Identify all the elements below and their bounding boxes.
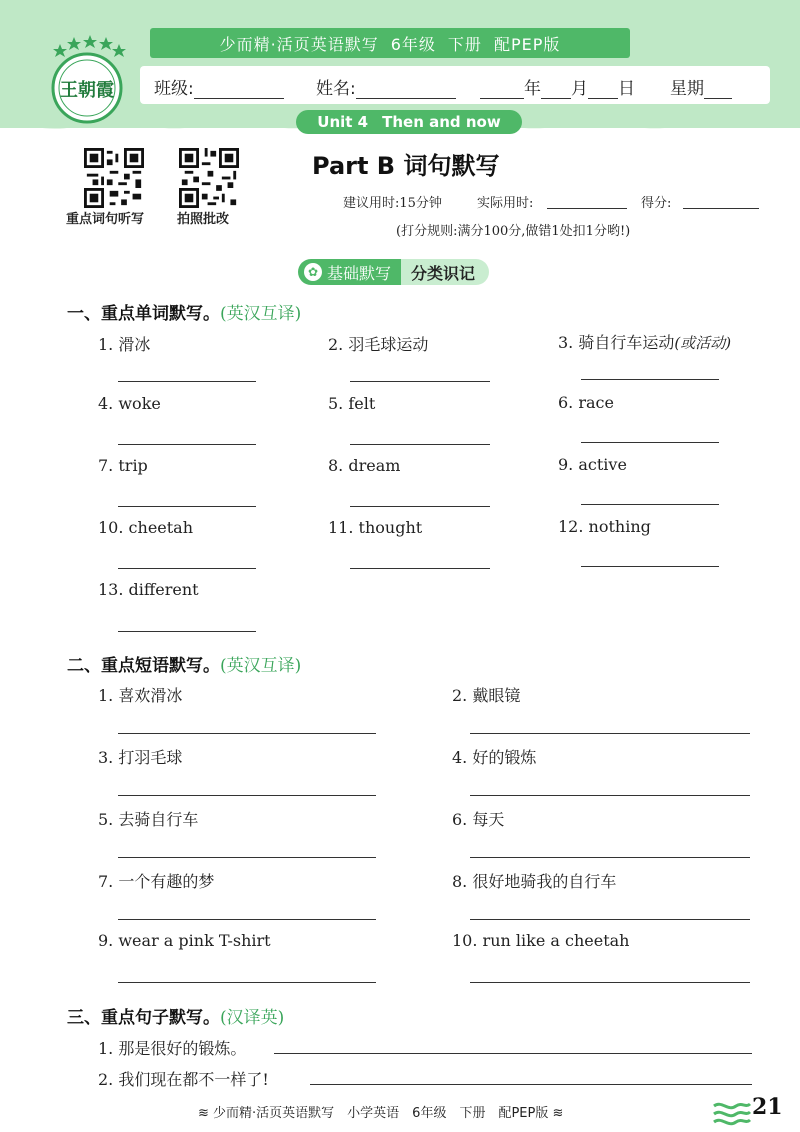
actual-time-label: 实际用时: <box>477 196 534 211</box>
list-item <box>452 683 520 706</box>
list-item <box>98 807 198 830</box>
item-text: 骑自行车运动 <box>578 333 675 352</box>
section3-title: 三、重点句子默写。 <box>67 1008 220 1028</box>
badge-left-label: 基础默写 <box>327 263 392 283</box>
item-number: 10. <box>98 518 124 537</box>
class-blank[interactable] <box>194 81 284 99</box>
item-number: 4. <box>98 394 114 413</box>
item-note: (或活动) <box>674 334 732 352</box>
class-field <box>154 74 284 99</box>
list-item <box>98 869 214 892</box>
item-text: 喜欢滑冰 <box>118 686 183 705</box>
item-text: woke <box>118 394 161 413</box>
day-blank[interactable] <box>588 81 618 99</box>
year-blank[interactable] <box>480 81 524 99</box>
badge-basic <box>298 259 401 285</box>
item-number: 2. <box>452 686 468 705</box>
item-number: 9. <box>558 455 574 474</box>
section-badge <box>298 259 489 285</box>
day-label: 日 <box>618 79 635 99</box>
list-item <box>98 683 182 706</box>
answer-line[interactable] <box>118 857 376 858</box>
item-text: thought <box>358 518 423 537</box>
list-item <box>452 745 536 768</box>
item-number: 1. <box>98 1039 114 1058</box>
item-number: 3. <box>558 333 574 352</box>
answer-line[interactable] <box>470 857 750 858</box>
answer-line[interactable] <box>118 444 256 445</box>
item-number: 1. <box>98 335 114 354</box>
answer-line[interactable] <box>274 1053 752 1054</box>
footer-text: 少而精·活页英语默写 小学英语 6年级 下册 配PEP版 <box>213 1106 549 1121</box>
medal-icon: ✿ <box>304 263 322 281</box>
answer-line[interactable] <box>470 982 750 983</box>
answer-line[interactable] <box>470 733 750 734</box>
list-item <box>98 931 271 950</box>
name-field <box>316 74 456 99</box>
volume-label: 下册 <box>447 34 482 54</box>
item-number: 13. <box>98 580 124 599</box>
list-item <box>452 807 504 830</box>
month-blank[interactable] <box>541 81 571 99</box>
series-name: 少而精·活页英语默写 <box>219 34 379 54</box>
item-text: nothing <box>588 517 651 536</box>
section-title-words <box>67 299 301 324</box>
item-number: 5. <box>328 394 344 413</box>
unit-pill <box>296 110 522 134</box>
item-number: 10. <box>452 931 478 950</box>
item-text: dream <box>348 456 401 475</box>
item-number: 11. <box>328 518 354 537</box>
series-title-bar <box>150 28 630 58</box>
weekday-field <box>670 74 732 99</box>
list-item <box>98 745 182 768</box>
date-field <box>480 74 635 99</box>
answer-line[interactable] <box>118 506 256 507</box>
weekday-blank[interactable] <box>704 81 732 99</box>
list-item <box>558 393 614 412</box>
edition-label: 配PEP版 <box>493 34 561 54</box>
item-text: wear a pink T-shirt <box>118 931 271 950</box>
page-number: 21 <box>752 1094 783 1120</box>
item-number: 1. <box>98 686 114 705</box>
item-text: 那是很好的锻炼。 <box>118 1039 247 1058</box>
item-text: 我们现在都不一样了! <box>118 1070 269 1089</box>
list-item <box>328 518 422 537</box>
item-text: 每天 <box>472 810 505 829</box>
answer-line[interactable] <box>118 381 256 382</box>
answer-line[interactable] <box>118 631 256 632</box>
answer-line[interactable] <box>118 795 376 796</box>
item-text: 羽毛球运动 <box>348 335 429 354</box>
answer-line[interactable] <box>310 1084 752 1085</box>
answer-line[interactable] <box>470 919 750 920</box>
answer-line[interactable] <box>350 568 490 569</box>
item-text: race <box>578 393 614 412</box>
page-title: Part B 词句默写 <box>312 152 500 180</box>
list-item <box>558 517 651 536</box>
list-item <box>558 455 627 474</box>
suggested-time: 建议用时:15分钟 <box>343 196 442 211</box>
item-number: 7. <box>98 872 114 891</box>
item-text: 打羽毛球 <box>118 748 183 767</box>
footer <box>198 1102 563 1121</box>
publisher-logo <box>46 34 128 124</box>
name-blank[interactable] <box>356 81 456 99</box>
item-number: 3. <box>98 748 114 767</box>
year-label: 年 <box>524 79 541 99</box>
answer-line[interactable] <box>350 444 490 445</box>
item-text: 去骑自行车 <box>118 810 199 829</box>
answer-line[interactable] <box>581 566 719 567</box>
class-label: 班级: <box>154 79 194 99</box>
score-label: 得分: <box>641 196 672 211</box>
list-item <box>328 456 400 475</box>
name-label: 姓名: <box>316 79 356 99</box>
wave-icon: ≋ <box>552 1106 564 1121</box>
answer-line[interactable] <box>118 733 376 734</box>
item-number: 5. <box>98 810 114 829</box>
list-item <box>98 456 148 475</box>
list-item <box>328 332 428 355</box>
list-item <box>452 869 616 892</box>
answer-line[interactable] <box>470 795 750 796</box>
answer-line[interactable] <box>581 504 719 505</box>
item-text: cheetah <box>128 518 194 537</box>
item-number: 6. <box>558 393 574 412</box>
item-number: 8. <box>452 872 468 891</box>
student-info-row <box>140 66 770 104</box>
weekday-label: 星期 <box>670 79 704 99</box>
list-item <box>558 330 731 353</box>
item-text: 好的锻炼 <box>472 748 537 767</box>
item-number: 7. <box>98 456 114 475</box>
grade-label: 6年级 <box>390 34 436 54</box>
item-number: 8. <box>328 456 344 475</box>
item-text: 戴眼镜 <box>472 686 521 705</box>
item-number: 6. <box>452 810 468 829</box>
wave-decoration-icon <box>712 1098 752 1128</box>
section2-hint: (英汉互译) <box>220 656 302 676</box>
qr-caption-listen: 重点词句听写 <box>66 212 145 227</box>
list-item <box>98 580 199 599</box>
section1-hint: (英汉互译) <box>220 304 302 324</box>
section2-title: 二、重点短语默写。 <box>67 656 220 676</box>
list-item <box>452 931 629 950</box>
item-text: active <box>578 455 627 474</box>
answer-line[interactable] <box>350 506 490 507</box>
section-title-sentences <box>67 1003 284 1028</box>
badge-right-label: 分类识记 <box>411 263 476 283</box>
logo-text: 王朝霞 <box>60 80 114 101</box>
badge-category <box>401 259 489 285</box>
item-text: 一个有趣的梦 <box>118 872 215 891</box>
section1-title: 一、重点单词默写。 <box>67 304 220 324</box>
list-item <box>98 394 161 413</box>
list-item <box>98 1067 269 1090</box>
scoring-rule: (打分规则:满分100分,做错1处扣1分哟!) <box>396 224 631 239</box>
item-text: 滑冰 <box>118 335 151 354</box>
actual-time-blank[interactable] <box>547 208 627 209</box>
list-item <box>328 394 375 413</box>
unit-number: Unit 4 <box>317 113 369 131</box>
answer-line[interactable] <box>118 982 376 983</box>
item-text: different <box>128 580 199 599</box>
list-item <box>98 1036 246 1059</box>
qr-code-icon[interactable] <box>84 148 144 208</box>
answer-line[interactable] <box>581 442 719 443</box>
item-text: trip <box>118 456 148 475</box>
section-title-phrases <box>67 651 301 676</box>
item-number: 2. <box>98 1070 114 1089</box>
unit-name: Then and now <box>382 113 501 131</box>
month-label: 月 <box>571 79 588 99</box>
item-number: 12. <box>558 517 584 536</box>
answer-line[interactable] <box>118 568 256 569</box>
item-text: felt <box>348 394 376 413</box>
list-item <box>98 332 150 355</box>
item-number: 2. <box>328 335 344 354</box>
item-text: run like a cheetah <box>482 931 630 950</box>
item-text: 很好地骑我的自行车 <box>472 872 617 891</box>
wave-icon: ≋ <box>198 1106 209 1121</box>
answer-line[interactable] <box>581 379 719 380</box>
qr-code-icon[interactable] <box>179 148 239 208</box>
score-blank[interactable] <box>683 208 759 209</box>
answer-line[interactable] <box>118 919 376 920</box>
qr-caption-photo: 拍照批改 <box>177 212 230 227</box>
answer-line[interactable] <box>350 381 490 382</box>
item-number: 4. <box>452 748 468 767</box>
list-item <box>98 518 193 537</box>
item-number: 9. <box>98 931 114 950</box>
section3-hint: (汉译英) <box>220 1008 285 1028</box>
